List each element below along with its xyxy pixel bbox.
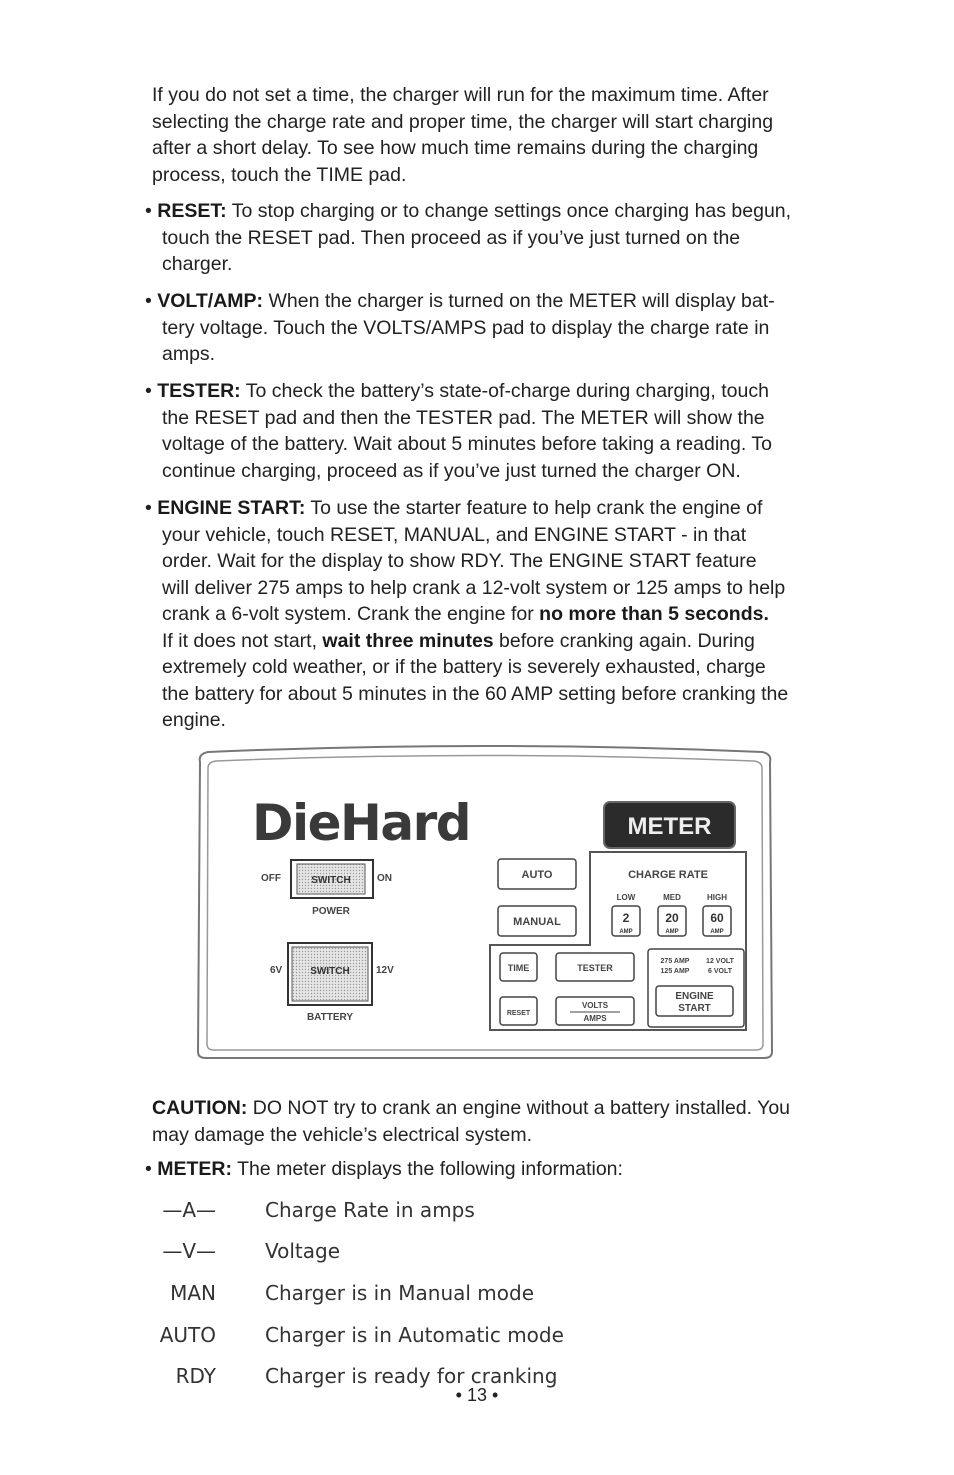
12v-label: 12V (376, 965, 394, 976)
auto-pad-label: AUTO (521, 869, 553, 881)
meter-code-description: Charger is in Automatic mode (265, 1323, 564, 1347)
off-label: OFF (261, 873, 281, 884)
rate-2-value: 2 (622, 911, 630, 925)
meter-code: RDY (175, 1364, 216, 1388)
meter-code-row (0, 1281, 954, 1311)
engine-line: order. Wait for the display to show RDY. The ENGINE START feature (162, 550, 757, 572)
diehard-logo: DieHard (252, 794, 471, 852)
reset-pad-label: RESET (506, 1010, 531, 1017)
voltamp-bullet: • VOLT/AMP: When the charger is turned on the METER will display bat- tery voltage. Touch the VOLTS/AMPS pad to display the charge rate in amps. (145, 290, 775, 365)
meter-code-row (0, 1323, 954, 1353)
tester-bullet: • TESTER: To check the battery’s state-of-charge during charging, touch the RESET pad and then the TESTER pad. The METER will show the voltage of the battery. Wait about 5 minutes before taking a reading. To continue charging, proceed as if you’ve just turned the charger ON. (145, 380, 772, 482)
caution-label: CAUTION: (152, 1097, 248, 1119)
caution-line: may damage the vehicle’s electrical system. (152, 1123, 533, 1146)
engine-line: engine. (162, 709, 226, 731)
engine-line: the battery for about 5 minutes in the 60 AMP setting before cranking the (162, 682, 789, 705)
on-label: ON (377, 873, 392, 884)
meter-label: METER (627, 813, 712, 840)
meter-code-description: Charge Rate in amps (265, 1198, 475, 1222)
engine-line: If it does not start, (162, 629, 323, 652)
125-amp-label: 125 AMP (660, 968, 690, 975)
meter-code-row (0, 1198, 954, 1228)
meter-code: —V— (162, 1239, 216, 1263)
engine-label: ENGINE (675, 991, 714, 1002)
high-label: HIGH (707, 893, 727, 902)
engine-line: extremely cold weather, or if the battery is severely exhausted, charge (162, 656, 766, 678)
power-switch-label: SWITCH (311, 875, 351, 886)
intro-paragraph (152, 82, 872, 188)
meter-code-description: Charger is ready for cranking (265, 1364, 558, 1388)
275-amp-label: 275 AMP (660, 958, 690, 965)
reset-bullet: • RESET: To stop charging or to change settings once charging has begun, touch the RESET pad. Then proceed as if you’ve just turned on the charger. (145, 200, 792, 275)
tester-line: voltage of the battery. Wait about 5 minutes before taking a reading. To (162, 433, 772, 455)
meter-code-description: Voltage (265, 1239, 341, 1263)
rate-2-unit: AMP (619, 929, 633, 935)
battery-label: BATTERY (306, 1012, 354, 1023)
meter-code-row (0, 1239, 954, 1269)
rate-60-unit: AMP (710, 929, 724, 935)
reset-label: RESET: (157, 200, 227, 222)
meter-bullet: • METER: The meter displays the following information: (145, 1158, 623, 1180)
intro-line: process, touch the TIME pad. (152, 163, 407, 186)
engine-line: will deliver 275 amps to help crank a 12-volt system or 125 amps to help (162, 576, 786, 599)
time-pad-label: TIME (507, 963, 530, 973)
meter-code: MAN (170, 1281, 216, 1305)
engine-line: your vehicle, touch RESET, MANUAL, and ENGINE START - in that (162, 523, 747, 546)
charger-panel-illustration (190, 740, 780, 1065)
tester-line: To check the battery’s state-of-charge during charging, touch (245, 380, 769, 402)
amps-label: AMPS (583, 1014, 607, 1023)
low-label: LOW (616, 893, 636, 902)
tester-label: TESTER: (157, 380, 241, 402)
6-volt-label: 6 VOLT (708, 968, 732, 975)
intro-line: If you do not set a time, the charger will run for the maximum time. After (152, 84, 769, 106)
manual-pad-label: MANUAL (513, 916, 561, 928)
meter-code: AUTO (159, 1323, 216, 1347)
battery-switch-label: SWITCH (310, 966, 350, 977)
engine-emphasis: no more than 5 seconds. (539, 603, 769, 625)
meter-bullet-text: The meter displays the following information: (237, 1158, 623, 1180)
voltamp-line: amps. (162, 343, 216, 365)
med-label: MED (663, 893, 681, 902)
caution-paragraph (152, 1095, 872, 1148)
engine-line: before cranking again. During (493, 629, 755, 652)
engine-line: crank a 6-volt system. Crank the engine for (162, 603, 540, 625)
tester-pad-label: TESTER (577, 963, 613, 973)
charge-rate-label: CHARGE RATE (628, 869, 708, 881)
reset-line: touch the RESET pad. Then proceed as if you’ve just turned on the (162, 226, 741, 249)
meter-code-description: Charger is in Manual mode (265, 1281, 535, 1305)
volts-label: VOLTS (581, 1001, 609, 1010)
6v-label: 6V (270, 965, 283, 976)
meter-bullet-label: METER: (157, 1158, 232, 1180)
reset-line: charger. (162, 253, 233, 275)
rate-20-value: 20 (665, 911, 679, 925)
engine-start-label: ENGINE START: (157, 497, 306, 519)
engine-start-bullet: • ENGINE START: To use the starter feature to help crank the engine of your vehicle, touch RESET, MANUAL, and ENGINE START - in that order. Wait for the display to show RDY. The ENGINE START feature will deliver 275 amps to help crank a 12-volt system or 125 amps to help crank a 6-volt system. Crank the engine for no more than 5 seconds. If it does not start, wait three minutes before cranking again. During extremely cold weather, or if the battery is severely exhausted, charge the battery for about 5 minutes in the 60 AMP setting before cranking the engine. (145, 497, 789, 731)
tester-line: continue charging, proceed as if you’ve just turned the charger ON. (162, 459, 741, 482)
caution-line: DO NOT try to crank an engine without a battery installed. You (252, 1097, 791, 1119)
intro-line: selecting the charge rate and proper time, the charger will start charging (152, 110, 774, 133)
voltamp-line: When the charger is turned on the METER will display bat- (268, 290, 775, 312)
page-number: • 13 • (455, 1385, 499, 1405)
rate-60-value: 60 (710, 911, 724, 925)
reset-line: To stop charging or to change settings once charging has begun, (231, 200, 792, 222)
intro-line: after a short delay. To see how much time remains during the charging (152, 137, 759, 159)
power-label: POWER (312, 906, 350, 917)
meter-code: —A— (162, 1198, 216, 1222)
voltamp-label: VOLT/AMP: (157, 290, 264, 312)
engine-emphasis: wait three minutes (322, 629, 494, 652)
tester-line: the RESET pad and then the TESTER pad. The METER will show the (162, 406, 765, 429)
engine-line: To use the starter feature to help crank the engine of (310, 497, 763, 519)
rate-20-unit: AMP (665, 929, 679, 935)
voltamp-line: tery voltage. Touch the VOLTS/AMPS pad to display the charge rate in (162, 316, 770, 339)
start-label: START (678, 1003, 711, 1014)
12-volt-label: 12 VOLT (706, 958, 734, 965)
